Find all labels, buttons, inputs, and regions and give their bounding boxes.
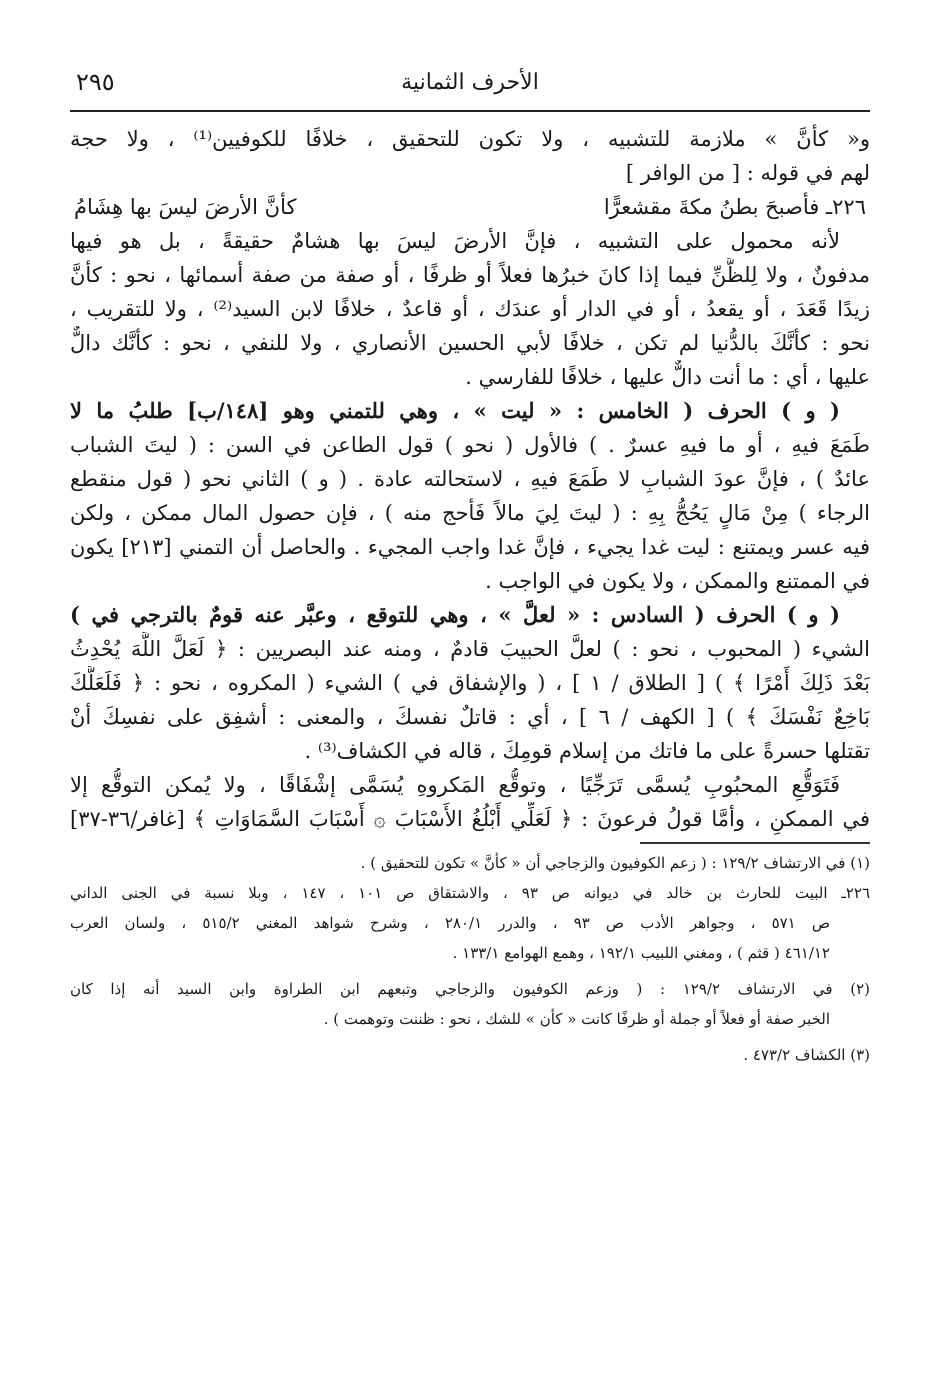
text-line: عليها ، أي : ما أنت دالٌّ عليها ، خلافًا للفارسي . [465,365,870,389]
verse-second-hemistich: كأنَّ الأرضَ ليسَ بها هِشَامُ [74,195,297,219]
page-number: ٢٩٥ [76,68,115,96]
text-line: بَعْدَ ذَلِكَ أَمْرًا ﴾ ) [ الطلاق / ١ ] ، ( والإشفاق في ) الشيء ( المكروه ، نحو : ﴿ فَلَعَلَّكَ [70,671,870,695]
text-line: لهم في قوله : [ من الوافر ] [625,161,870,185]
text-line: فيه عسر ويمتنع : ليت غدا يجيء ، فإنَّ غدا واجب المجيء . والحاصل أن التمني [٢١٣] يكون [70,535,870,559]
text-line: عائدٌ ) ، فإنَّ عودَ الشبابِ لا طَمَعَ فيهِ ، لاستحالته عادة . ( و ) الثاني نحو ( قول منقطع [70,467,870,491]
verse-first-hemistich: ٢٢٦ـ فأصبحَ بطنُ مكةَ مقشعرًّا [603,195,866,219]
footnote-1: (١) في الارتشاف ١٢٩/٢ : ( زعم الكوفيون والزجاجي أن « كأنَّ » تكون للتحقيق ) . [360,854,870,872]
footnote-verse-226-cont: ص ٥٧١ ، وجواهر الأدب ص ٩٣ ، والدرر ٢٨٠/١ ، وشرح شواهد المغني ٥١٥/٢ ، ولسان العرب [70,914,830,932]
text-line: لأنه محمول على التشبيه ، فإنَّ الأرضَ ليسَ بها هشامٌ حقيقةً ، بل هو فيها [70,229,840,253]
text-line: فَتَوَقُّعِ المحبُوبِ يُسمَّى تَرَجِّيًا ، وتوقُّع المَكروهِ يُسَمَّى إشْفَاقًا ، ولا يُمكن التوقُّع إلا [70,773,840,797]
footnote-3: (٣) الكشاف ٤٧٣/٢ . [743,1046,870,1064]
main-text [70,122,870,836]
text-line: في الممكنِ ، وأمَّا قولُ فرعونَ : ﴿ لَعَلِّي أَبْلُغُ الأَسْبَابَ ۞ أَسْبَابَ السَّمَاوَاتِ ﴾ [غافر/٣٦-٣٧] [70,807,870,831]
text-line: في الممتنع والممكن ، ولا يكون في الواجب . [485,569,870,593]
text-line: الرجاء ) مِنْ مَالٍ يَحُجُّ بِهِ : ( ليتَ لِيَ مالاً فَأحج منه ) ، فإن حصول المال ممكن ، ولكن [70,501,870,525]
text-line: ( و ) الحرف ( الخامس : « ليت » ، وهي للتمني وهو [١٤٨/ب] طلبُ ما لا [70,398,840,423]
running-header [70,60,870,112]
text-line: مدفونٌ ، ولا لِلظَّنِّ فيما إذا كانَ خبرُها فعلاً أو ظرفًا ، أو صفة من صفة أسمائها ، نحو : كأنَّ [70,263,870,287]
text-line: الشيء ( المحبوب ، نحو : ) لعلَّ الحبيبَ قادمٌ ، ومنه عند البصريين : ﴿ لَعَلَّ اللَّهَ يُحْدِثُ [70,637,870,661]
text-line: ( و ) الحرف ( السادس : « لعلَّ » ، وهي للتوقع ، وعبَّر عنه قومٌ بالترجي في ) [70,602,840,627]
poetry-verse [70,190,870,224]
footnote-verse-226: ٢٢٦ـ البيت للحارث بن خالد في ديوانه ص ٩٣ ، والاشتقاق ص ١٠١ ، ١٤٧ ، وبلا نسبة في الجنى الداني [70,884,870,902]
footnote-2: (٢) في الارتشاف ١٢٩/٢ : ( وزعم الكوفيون والزجاجي وتبعهم ابن الطراوة وابن السيد أنه إذا كان [70,980,870,998]
footnote-verse-226-cont: ٤٦١/١٢ ( قثم ) ، ومغني اللبيب ١٩٢/١ ، وهمع الهوامع ١٣٣/١ . [452,944,830,962]
text-line: تقتلها حسرةً على ما فاتك من إسلام قومِكَ ، قاله في الكشاف⁽³⁾ . [304,739,870,763]
text-line: و« كأنَّ » ملازمة للتشبيه ، ولا تكون للتحقيق ، خلافًا للكوفيين⁽¹⁾ ، ولا حجة [70,127,870,151]
book-page [70,60,870,1070]
text-line: نحو : كأنَّكَ بالدُّنيا لم تكن ، خلافًا لأبي الحسين الأنصاري ، ولا للنفي ، نحو : كأنَّك دالٌّ [70,331,870,355]
footnote-2-cont: الخبر صفة أو فعلاً أو جملة أو ظرفًا كانت « كأن » للشك ، نحو : ظننت وتوهمت ) . [323,1010,830,1028]
text-line: بَاخِعٌ نَفْسَكَ ﴾ ) [ الكهف / ٦ ] ، أي : قاتلٌ نفسكَ ، والمعنى : أشفِق على نفسِكَ أنْ [70,705,870,729]
footnotes [70,848,870,1070]
text-line: زيدًا قَعَدَ ، أو يقعدُ ، أو في الدار أو عندَك ، أو قاعدٌ ، خلافًا لابن السيد⁽²⁾ ، ولا للتقريب ، [70,297,870,321]
footnote-separator [640,842,870,844]
chapter-title: الأحرف الثمانية [401,70,539,95]
text-line: طَمَعَ فيهِ ، أو ما فيهِ عسرٌ . ) فالأول ( نحو ) قول الطاعن في السن : ( ليتَ الشباب [70,433,870,457]
